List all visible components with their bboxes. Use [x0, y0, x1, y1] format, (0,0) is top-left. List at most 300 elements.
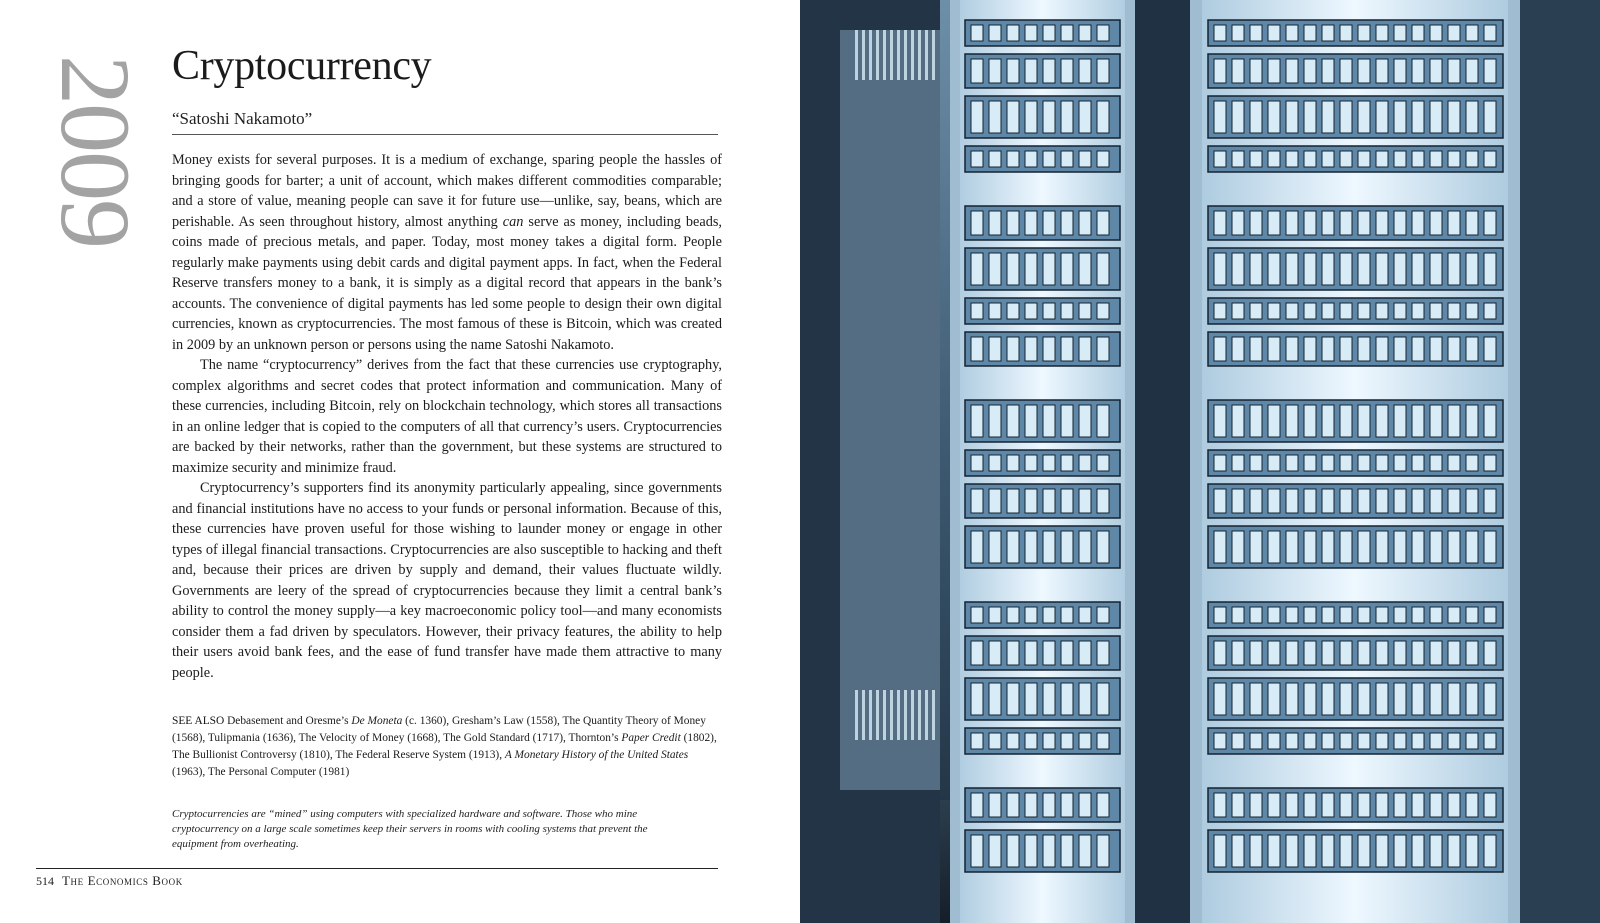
drive-bay — [1286, 25, 1298, 41]
drive-bay — [989, 211, 1001, 235]
drive-bay — [1232, 405, 1244, 437]
drive-bay — [1340, 793, 1352, 817]
drive-bay — [1430, 59, 1442, 83]
drive-bay — [1376, 101, 1388, 133]
drive-bay — [989, 489, 1001, 513]
drive-bay — [1268, 59, 1280, 83]
see-also-block: SEE ALSO Debasement and Oresme’s De Moneta (c. 1360), Gresham’s Law (1558), The Quantity Theory of Money (1568), Tulipmania (1636), The Velocity of Money (1668), The Gold Standard (1717), Thornton’s Paper Credit (1802), The Bullionist Controversy (1810), The Federal Reserve System (1913), A Monetary History of the United States (1963), The Personal Computer (1981) — [172, 715, 717, 778]
author-name: “Satoshi Nakamoto” — [172, 109, 313, 128]
drive-bay — [1394, 793, 1406, 817]
drive-bay — [1232, 835, 1244, 867]
drive-bay — [1097, 151, 1109, 167]
drive-bay — [971, 489, 983, 513]
server-unit — [1208, 298, 1503, 324]
drive-bay — [1304, 59, 1316, 83]
vent-slat — [918, 690, 921, 740]
drive-bay — [1484, 303, 1496, 319]
drive-bay — [1448, 303, 1460, 319]
drive-bay — [1412, 151, 1424, 167]
drive-bay — [1025, 835, 1037, 867]
drive-bay — [1466, 101, 1478, 133]
drive-bay — [1025, 641, 1037, 665]
drive-bay — [1304, 733, 1316, 749]
drive-bay — [1286, 641, 1298, 665]
drive-bay — [1232, 59, 1244, 83]
drive-bay — [1214, 455, 1226, 471]
drive-bay — [1268, 641, 1280, 665]
drive-bay — [1079, 25, 1091, 41]
drive-bay — [1376, 733, 1388, 749]
drive-bay — [1340, 835, 1352, 867]
server-unit — [1208, 54, 1503, 88]
drive-bay — [1412, 337, 1424, 361]
drive-bay — [1061, 253, 1073, 285]
drive-bay — [1394, 25, 1406, 41]
drive-bay — [1043, 101, 1055, 133]
drive-bay — [1232, 489, 1244, 513]
drive-bay — [1286, 101, 1298, 133]
drive-bay — [1097, 531, 1109, 563]
server-unit — [965, 146, 1120, 172]
drive-bay — [1025, 337, 1037, 361]
page-number: 514 — [36, 874, 54, 888]
drive-bay — [989, 683, 1001, 715]
drive-bay — [971, 835, 983, 867]
drive-bay — [1061, 337, 1073, 361]
drive-bay — [1043, 607, 1055, 623]
drive-bay — [1007, 835, 1019, 867]
drive-bay — [989, 101, 1001, 133]
vent-slat — [918, 30, 921, 80]
drive-bay — [1268, 337, 1280, 361]
drive-bay — [1025, 101, 1037, 133]
drive-bay — [1268, 531, 1280, 563]
drive-bay — [1025, 607, 1037, 623]
vent-slat — [897, 30, 900, 80]
drive-bay — [1340, 405, 1352, 437]
drive-bay — [1412, 211, 1424, 235]
drive-bay — [1286, 211, 1298, 235]
drive-bay — [1286, 455, 1298, 471]
drive-bay — [1412, 253, 1424, 285]
drive-bay — [1466, 59, 1478, 83]
drive-bay — [1376, 683, 1388, 715]
vent-slat — [883, 690, 886, 740]
server-rack-photo — [800, 0, 1600, 923]
drive-bay — [1484, 793, 1496, 817]
drive-bay — [971, 683, 983, 715]
server-unit — [965, 248, 1120, 290]
drive-bay — [1007, 337, 1019, 361]
server-unit — [1208, 788, 1503, 822]
vent-slat — [897, 690, 900, 740]
drive-bay — [1466, 683, 1478, 715]
drive-bay — [1286, 337, 1298, 361]
drive-bay — [1304, 835, 1316, 867]
drive-bay — [1340, 531, 1352, 563]
server-unit — [1208, 678, 1503, 720]
drive-bay — [1232, 211, 1244, 235]
drive-bay — [1268, 405, 1280, 437]
drive-bay — [1214, 151, 1226, 167]
drive-bay — [1250, 211, 1262, 235]
server-unit — [965, 96, 1120, 138]
drive-bay — [1322, 455, 1334, 471]
drive-bay — [1412, 59, 1424, 83]
drive-bay — [1412, 793, 1424, 817]
drive-bay — [1268, 733, 1280, 749]
drive-bay — [1250, 25, 1262, 41]
drive-bay — [1412, 25, 1424, 41]
drive-bay — [1097, 489, 1109, 513]
drive-bay — [1214, 101, 1226, 133]
drive-bay — [989, 835, 1001, 867]
drive-bay — [1322, 405, 1334, 437]
drive-bay — [1412, 733, 1424, 749]
drive-bay — [1484, 531, 1496, 563]
drive-bay — [1322, 151, 1334, 167]
drive-bay — [1232, 793, 1244, 817]
drive-bay — [1376, 253, 1388, 285]
drive-bay — [1466, 151, 1478, 167]
drive-bay — [1304, 641, 1316, 665]
drive-bay — [1250, 59, 1262, 83]
drive-bay — [1376, 405, 1388, 437]
drive-bay — [1448, 253, 1460, 285]
drive-bay — [1025, 25, 1037, 41]
drive-bay — [1286, 405, 1298, 437]
drive-bay — [1061, 101, 1073, 133]
drive-bay — [1340, 253, 1352, 285]
drive-bay — [1079, 405, 1091, 437]
drive-bay — [1268, 211, 1280, 235]
paragraph-2: The name “cryptocurrency” derives from the fact that these currencies use cryptography, complex algorithms and secret codes that protect information and communication. Many of these currencies, including Bitcoin, rely on blockchain technology, which stores all transactions in an online ledger that is copied to the computers of all that currency’s users. Cryptocurrencies are backed by their networks, rather than the government, but these systems are structured to maximize security and minimize fraud. — [172, 357, 722, 476]
drive-bay — [1412, 607, 1424, 623]
drive-bay — [1097, 793, 1109, 817]
drive-bay — [1412, 835, 1424, 867]
drive-bay — [1430, 101, 1442, 133]
drive-bay — [1448, 25, 1460, 41]
server-unit — [1208, 484, 1503, 518]
drive-bay — [1448, 101, 1460, 133]
drive-bay — [1268, 151, 1280, 167]
server-unit — [965, 678, 1120, 720]
drive-bay — [1061, 531, 1073, 563]
vent-slat — [883, 30, 886, 80]
vent-slat — [904, 690, 907, 740]
rack-2-right-post — [1508, 0, 1520, 923]
drive-bay — [1466, 733, 1478, 749]
drive-bay — [1214, 405, 1226, 437]
drive-bay — [1466, 25, 1478, 41]
drive-bay — [1061, 733, 1073, 749]
drive-bay — [1484, 683, 1496, 715]
drive-bay — [1340, 151, 1352, 167]
rack-2-left-post — [1190, 0, 1202, 923]
drive-bay — [1079, 101, 1091, 133]
rack-divider — [1135, 0, 1190, 923]
drive-bay — [1214, 835, 1226, 867]
server-unit — [965, 400, 1120, 442]
drive-bay — [1286, 489, 1298, 513]
drive-bay — [1448, 337, 1460, 361]
drive-bay — [1025, 59, 1037, 83]
drive-bay — [1250, 641, 1262, 665]
drive-bay — [971, 303, 983, 319]
drive-bay — [1322, 303, 1334, 319]
drive-bay — [1061, 455, 1073, 471]
drive-bay — [1412, 641, 1424, 665]
drive-bay — [1484, 151, 1496, 167]
drive-bay — [1079, 303, 1091, 319]
drive-bay — [1286, 531, 1298, 563]
drive-bay — [1358, 337, 1370, 361]
drive-bay — [989, 151, 1001, 167]
drive-bay — [1394, 531, 1406, 563]
drive-bay — [1214, 25, 1226, 41]
drive-bay — [1250, 733, 1262, 749]
drive-bay — [971, 25, 983, 41]
drive-bay — [1448, 489, 1460, 513]
drive-bay — [1304, 531, 1316, 563]
drive-bay — [1286, 683, 1298, 715]
drive-bay — [1430, 733, 1442, 749]
drive-bay — [1007, 59, 1019, 83]
drive-bay — [1358, 733, 1370, 749]
drive-bay — [1484, 211, 1496, 235]
drive-bay — [1430, 531, 1442, 563]
drive-bay — [1079, 59, 1091, 83]
drive-bay — [1214, 607, 1226, 623]
drive-bay — [1043, 25, 1055, 41]
drive-bay — [1466, 793, 1478, 817]
drive-bay — [1007, 101, 1019, 133]
vent-slat — [862, 690, 865, 740]
drive-bay — [1079, 793, 1091, 817]
drive-bay — [1043, 151, 1055, 167]
drive-bay — [1358, 25, 1370, 41]
drive-bay — [1007, 211, 1019, 235]
drive-bay — [1322, 793, 1334, 817]
drive-bay — [1250, 835, 1262, 867]
server-unit — [965, 728, 1120, 754]
year-label: 2009 — [40, 55, 151, 247]
drive-bay — [971, 733, 983, 749]
server-unit — [965, 20, 1120, 46]
drive-bay — [1394, 211, 1406, 235]
drive-bay — [1043, 59, 1055, 83]
drive-bay — [1214, 793, 1226, 817]
paragraph-1: Money exists for several purposes. It is a medium of exchange, sparing people the hassles of bringing goods for barter; a unit of account, which makes different commodities comparable; and a store of value, meaning people can save it for future use—unlike, say, beans, which are perishable. As seen throughout history, almost anything can serve as money, including beads, coins made of precious metals, and paper. Today, most money takes a digital form. People regularly make payments using debit cards and digital payment apps. In fact, when the Federal Reserve transfers money to a bank, it is simply as a digital record that appears in the bank’s accounts. The convenience of digital payments has led some people to design their own digital currencies, known as cryptocurrencies. The most famous of these is Bitcoin, which was created in 2009 by an unknown person or persons using the name Satoshi Nakamoto. — [172, 152, 722, 353]
drive-bay — [1448, 405, 1460, 437]
server-unit — [1208, 400, 1503, 442]
vent-slat — [869, 30, 872, 80]
drive-bay — [1007, 489, 1019, 513]
drive-bay — [971, 607, 983, 623]
drive-bay — [1268, 835, 1280, 867]
drive-bay — [1322, 253, 1334, 285]
article-body — [172, 150, 722, 683]
drive-bay — [1043, 683, 1055, 715]
drive-bay — [1250, 101, 1262, 133]
drive-bay — [1097, 101, 1109, 133]
vent-slat — [890, 30, 893, 80]
drive-bay — [1232, 455, 1244, 471]
vent-slat — [855, 30, 858, 80]
drive-bay — [1484, 489, 1496, 513]
vent-slat — [855, 690, 858, 740]
right-wall — [1520, 0, 1600, 923]
drive-bay — [1304, 211, 1316, 235]
drive-bay — [1322, 607, 1334, 623]
drive-bay — [971, 253, 983, 285]
drive-bay — [1304, 303, 1316, 319]
server-unit — [965, 298, 1120, 324]
drive-bay — [1448, 835, 1460, 867]
photo-caption: Cryptocurrencies are “mined” using computers with specialized hardware and software. Those who mine cryptocurrency on a large scale sometimes keep their servers in rooms with cooling systems that prevent the equipment from overheating. — [172, 808, 648, 850]
drive-bay — [1448, 211, 1460, 235]
drive-bay — [1358, 489, 1370, 513]
drive-bay — [1079, 607, 1091, 623]
drive-bay — [1079, 641, 1091, 665]
drive-bay — [1043, 253, 1055, 285]
drive-bay — [1466, 253, 1478, 285]
drive-bay — [1340, 733, 1352, 749]
drive-bay — [1304, 489, 1316, 513]
drive-bay — [1448, 531, 1460, 563]
drive-bay — [1412, 683, 1424, 715]
paragraph-3: Cryptocurrency’s supporters find its anonymity particularly appealing, since governments and financial institutions have no access to your funds or personal information. Because of this, these currencies have proven useful for those wishing to launder money or engage in other types of illegal financial transactions. Cryptocurrencies are also susceptible to hacking and theft and, because their prices are driven by supply and demand, their values fluctuate wildly. Governments are leery of the spread of cryptocurrencies because they limit a central bank’s ability to control the money supply—a key macroeconomic policy tool—and many economists consider them a fad driven by speculators. However, their privacy features, the ability to help their users avoid bank fees, and the ease of fund transfer have made them attractive to many people. — [172, 480, 722, 681]
drive-bay — [1430, 151, 1442, 167]
drive-bay — [1061, 303, 1073, 319]
drive-bay — [1061, 59, 1073, 83]
rack-1-right-post — [1125, 0, 1135, 923]
drive-bay — [1061, 607, 1073, 623]
drive-bay — [1079, 253, 1091, 285]
drive-bay — [1394, 303, 1406, 319]
drive-bay — [1484, 405, 1496, 437]
drive-bay — [1484, 337, 1496, 361]
drive-bay — [1097, 253, 1109, 285]
drive-bay — [1043, 455, 1055, 471]
drive-bay — [1358, 531, 1370, 563]
drive-bay — [1286, 733, 1298, 749]
drive-bay — [1043, 303, 1055, 319]
drive-bay — [1232, 337, 1244, 361]
drive-bay — [1376, 607, 1388, 623]
drive-bay — [1268, 253, 1280, 285]
drive-bay — [1061, 835, 1073, 867]
drive-bay — [1061, 405, 1073, 437]
drive-bay — [1043, 211, 1055, 235]
drive-bay — [1061, 25, 1073, 41]
drive-bay — [1412, 531, 1424, 563]
drive-bay — [1061, 151, 1073, 167]
drive-bay — [1358, 607, 1370, 623]
drive-bay — [989, 337, 1001, 361]
drive-bay — [1358, 151, 1370, 167]
drive-bay — [1232, 25, 1244, 41]
drive-bay — [1484, 455, 1496, 471]
drive-bay — [971, 151, 983, 167]
drive-bay — [1250, 683, 1262, 715]
drive-bay — [1097, 405, 1109, 437]
drive-bay — [1025, 455, 1037, 471]
drive-bay — [1358, 405, 1370, 437]
drive-bay — [1007, 151, 1019, 167]
drive-bay — [1358, 303, 1370, 319]
drive-bay — [1394, 337, 1406, 361]
drive-bay — [1079, 683, 1091, 715]
drive-bay — [1430, 489, 1442, 513]
server-unit — [1208, 830, 1503, 872]
drive-bay — [989, 531, 1001, 563]
drive-bay — [1097, 835, 1109, 867]
drive-bay — [1430, 303, 1442, 319]
drive-bay — [1268, 793, 1280, 817]
drive-bay — [1007, 253, 1019, 285]
drive-bay — [1304, 337, 1316, 361]
drive-bay — [1214, 211, 1226, 235]
vent-slat — [869, 690, 872, 740]
drive-bay — [989, 793, 1001, 817]
vent-slat — [932, 30, 935, 80]
drive-bay — [1322, 211, 1334, 235]
drive-bay — [1214, 253, 1226, 285]
drive-bay — [1268, 455, 1280, 471]
drive-bay — [1304, 101, 1316, 133]
drive-bay — [1466, 337, 1478, 361]
drive-bay — [1304, 683, 1316, 715]
server-unit — [1208, 96, 1503, 138]
drive-bay — [1376, 793, 1388, 817]
drive-bay — [1025, 683, 1037, 715]
drive-bay — [1430, 641, 1442, 665]
drive-bay — [1025, 211, 1037, 235]
drive-bay — [1007, 733, 1019, 749]
server-unit — [1208, 20, 1503, 46]
drive-bay — [1214, 641, 1226, 665]
drive-bay — [1376, 25, 1388, 41]
drive-bay — [1043, 641, 1055, 665]
drive-bay — [1043, 489, 1055, 513]
drive-bay — [1043, 835, 1055, 867]
drive-bay — [1097, 455, 1109, 471]
drive-bay — [971, 337, 983, 361]
drive-bay — [1232, 253, 1244, 285]
server-unit — [965, 484, 1120, 518]
drive-bay — [1250, 793, 1262, 817]
drive-bay — [1322, 337, 1334, 361]
drive-bay — [1394, 733, 1406, 749]
drive-bay — [1007, 455, 1019, 471]
drive-bay — [1430, 683, 1442, 715]
drive-bay — [1376, 489, 1388, 513]
drive-bay — [1286, 303, 1298, 319]
left-cabinet-door — [840, 30, 940, 790]
title-divider — [172, 134, 718, 135]
drive-bay — [1340, 303, 1352, 319]
drive-bay — [1232, 607, 1244, 623]
drive-bay — [1286, 607, 1298, 623]
drive-bay — [989, 405, 1001, 437]
drive-bay — [1340, 683, 1352, 715]
drive-bay — [1322, 641, 1334, 665]
drive-bay — [1340, 607, 1352, 623]
drive-bay — [1322, 59, 1334, 83]
drive-bay — [1394, 405, 1406, 437]
drive-bay — [989, 733, 1001, 749]
